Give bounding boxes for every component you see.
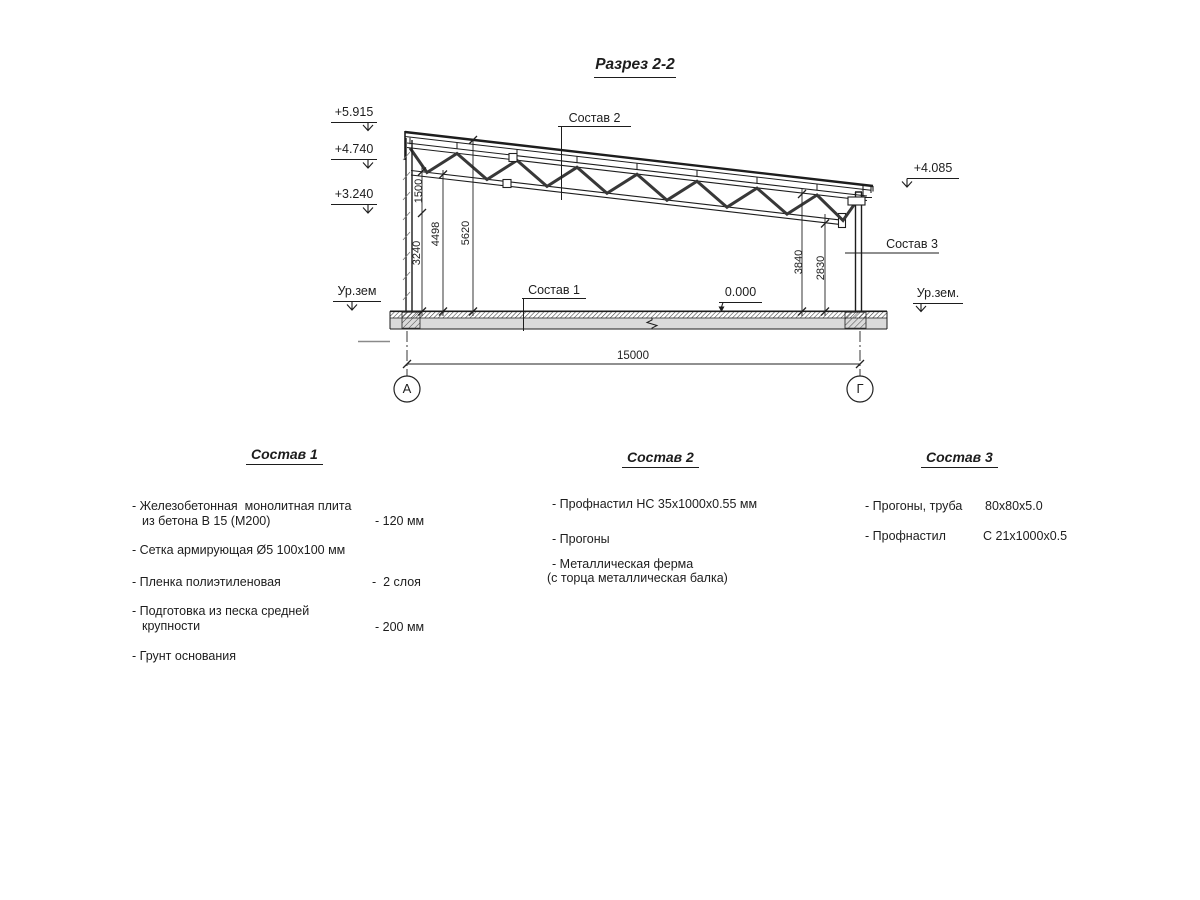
callout-roof: Состав 2 xyxy=(568,111,621,125)
axis-circles xyxy=(394,376,873,402)
spec3-title: Состав 3 xyxy=(921,449,998,468)
ground-level-left: Ур.зем xyxy=(333,284,381,302)
spec1-item1-line1: - Железобетонная монолитная плита xyxy=(132,499,352,513)
spec3-item1-value: 80х80х5.0 xyxy=(985,499,1043,513)
axis-letter-left: А xyxy=(402,381,412,396)
level-left-top: +5.915 xyxy=(331,105,377,123)
spec1-title: Состав 1 xyxy=(246,446,323,465)
spec1-item5-line1: - Грунт основания xyxy=(132,649,237,663)
spec2-item3-line1: - Металлическая ферма xyxy=(552,557,694,571)
callout-wall: Состав 3 xyxy=(886,237,938,251)
dim-left-mid: 4498 xyxy=(430,221,442,247)
spec1-item2-line1: - Сетка армирующая Ø5 100х100 мм xyxy=(132,543,346,557)
spec1-item4-line2: крупности xyxy=(142,619,201,633)
spec3-item1-line1: - Прогоны, труба xyxy=(865,499,963,513)
spec1-item4-line1: - Подготовка из песка средней xyxy=(132,604,310,618)
spec2-title: Состав 2 xyxy=(622,449,699,468)
spec1-item1-line2: из бетона В 15 (М200) xyxy=(142,514,271,528)
spec1-item3-value: - 2 слоя xyxy=(372,575,421,589)
spec1-item1-value: - 120 мм xyxy=(375,514,425,528)
left-column xyxy=(403,138,412,312)
spec2-item1-line1: - Профнастил НС 35х1000х0.55 мм xyxy=(552,497,758,511)
spec3-item2-line1: - Профнастил xyxy=(865,529,946,543)
floor-slab xyxy=(390,311,887,329)
column-bracket xyxy=(848,197,865,205)
callout-floor: Состав 1 xyxy=(528,283,580,297)
level-left-mid: +4.740 xyxy=(331,142,377,160)
dim-left-low: 3240 xyxy=(411,240,423,266)
ground-level-right: Ур.зем. xyxy=(913,286,963,304)
spec1-item3-line1: - Пленка полиэтиленовая xyxy=(132,575,281,589)
roof-package xyxy=(405,131,873,201)
drawing-title: Разрез 2-2 xyxy=(594,56,676,78)
vertical-dimensions xyxy=(418,136,829,316)
level-left-low: +3.240 xyxy=(331,187,377,205)
dim-truss-height: 1500 xyxy=(413,178,425,204)
spec3-item2-value: С 21х1000х0.5 xyxy=(983,529,1068,543)
dim-left-top: 5620 xyxy=(460,220,472,246)
level-right: +4.085 xyxy=(907,161,959,179)
dim-right-low: 2830 xyxy=(815,255,827,281)
zero-arrow-stem xyxy=(722,303,724,308)
axis-letter-right: Г xyxy=(856,381,864,396)
dim-span: 15000 xyxy=(617,350,649,362)
spec2-item2-line1: - Прогоны xyxy=(552,532,610,546)
dim-right-top: 3840 xyxy=(793,249,805,275)
spec2-item3-line2: (с торца металлическая балка) xyxy=(547,571,728,585)
level-zero: 0.000 xyxy=(719,285,762,303)
spec1-item4-value: - 200 мм xyxy=(375,620,425,634)
